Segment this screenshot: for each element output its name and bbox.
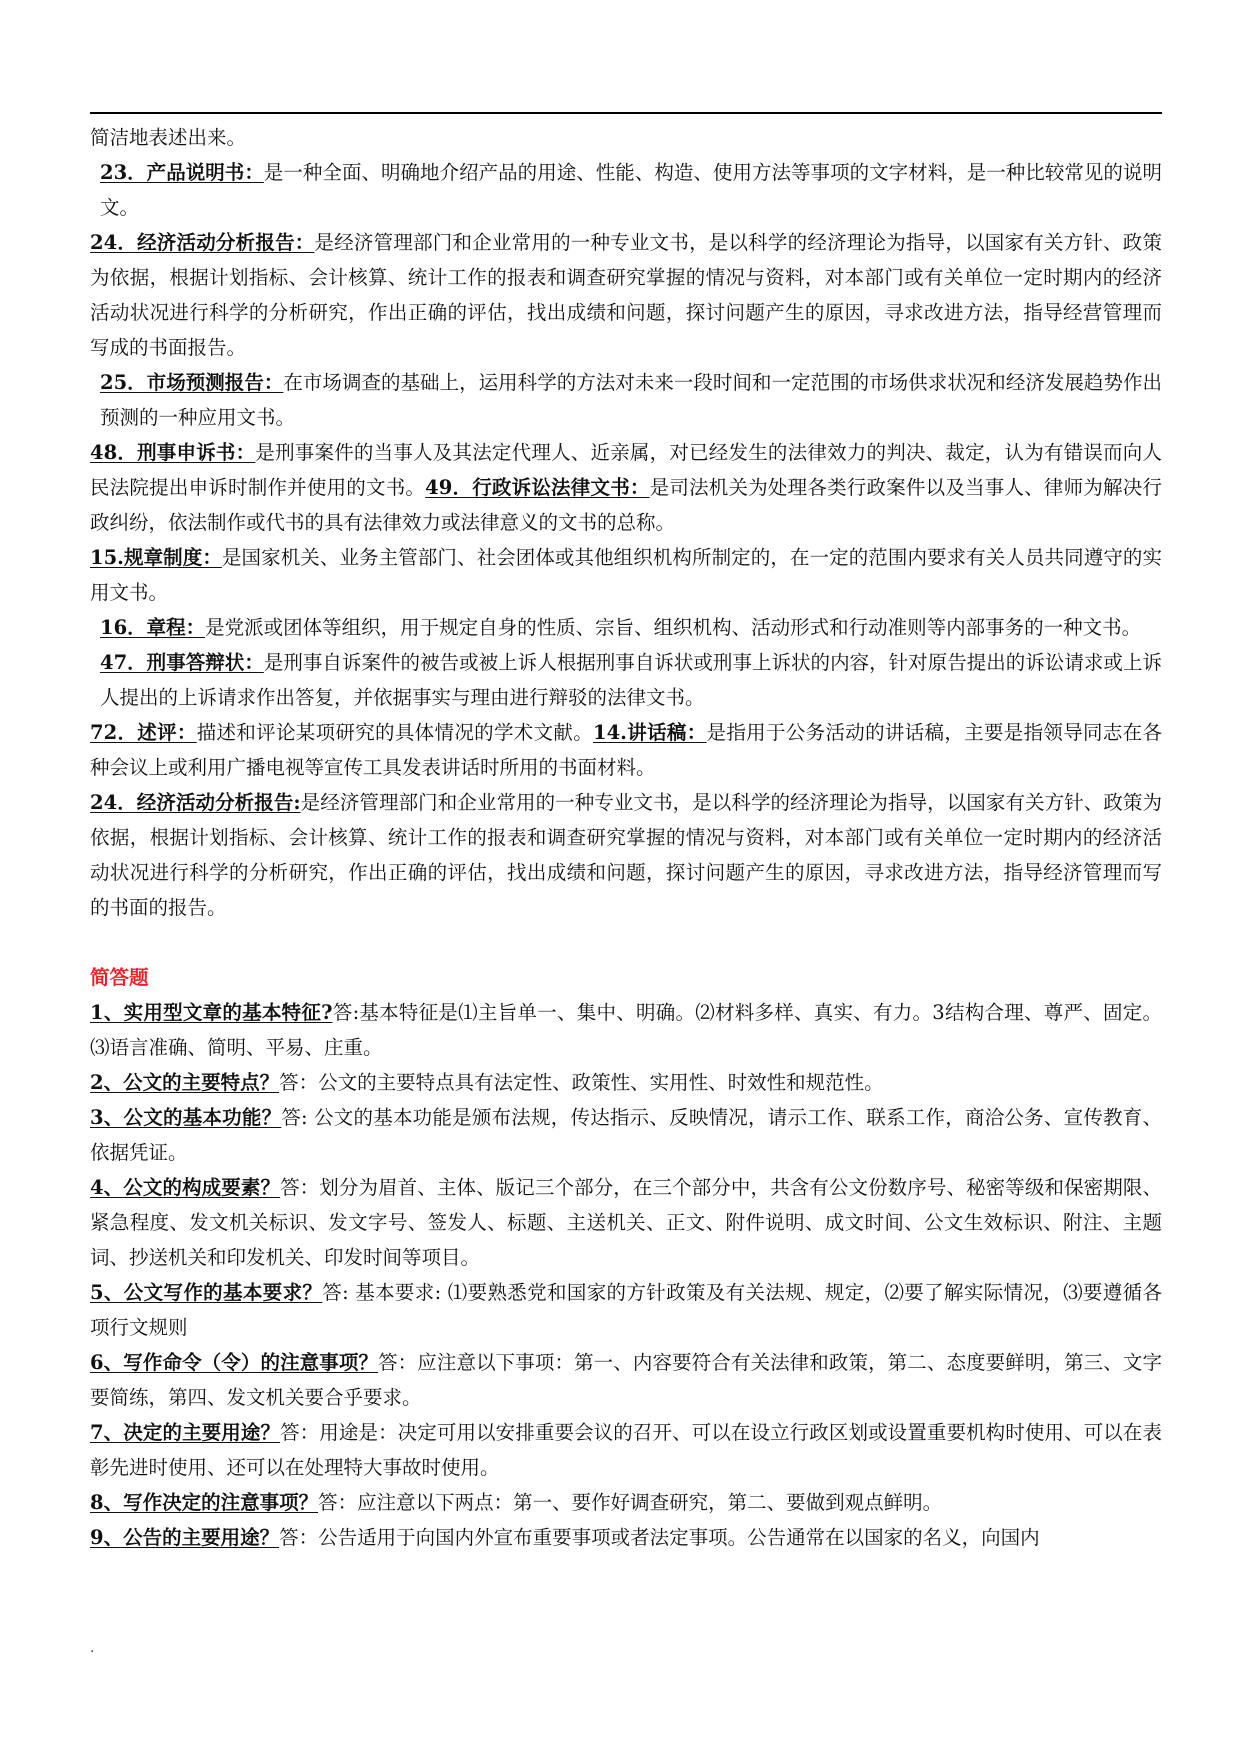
qa-section <box>90 995 1162 1555</box>
answer: 答：公文的主要特点具有法定性、政策性、实用性、时效性和规范性。 <box>279 1071 884 1094</box>
answer: 答:基本特征是⑴主旨单一、集中、明确。⑵材料多样、真实、有力。3结构合理、尊严、固定。⑶语言准确、简明、平易、庄重。 <box>90 1001 1162 1059</box>
answer: 答: 公文的基本功能是颁布法规，传达指示、反映情况，请示工作、联系工作，商洽公务、宣传教育、依据凭证。 <box>90 1106 1162 1164</box>
definition-paragraph <box>90 540 1162 610</box>
answer: 答：公告适用于向国内外宣布重要事项或者法定事项。公告通常在以国家的名义，向国内 <box>279 1526 1040 1549</box>
definition-term: 15.规章制度： <box>90 546 222 569</box>
definition-text: 描述和评论某项研究的具体情况的学术文献。 <box>196 721 594 744</box>
answer: 答：应注意以下两点：第一、要作好调查研究，第二、要做到观点鲜明。 <box>318 1491 943 1514</box>
definition-term: 47．刑事答辩状： <box>100 651 264 674</box>
definition-text: 在市场调查的基础上，运用科学的方法对未来一段时间和一定范围的市场供求状况和经济发展趋势作出预测的一种应用文书。 <box>100 371 1162 429</box>
page-footer-mark: . <box>90 1640 95 1656</box>
definition-term: 24．经济活动分析报告: <box>90 791 301 814</box>
qa-item <box>90 1065 1162 1100</box>
definition-text: 是司法机关为处理各类行政案件以及当事人、律师为解决行政纠纷，依法制作或代书的具有法律效力或法律意义的文书的总称。 <box>90 476 1162 534</box>
definition-text: 是党派或团体等组织，用于规定自身的性质、宗旨、组织机构、活动形式和行动准则等内部事务的一种文书。 <box>205 616 1142 639</box>
qa-item <box>90 1345 1162 1415</box>
qa-item <box>90 995 1162 1065</box>
definition-paragraph <box>90 610 1162 645</box>
qa-item <box>90 1170 1162 1275</box>
section-heading: 简答题 <box>90 966 149 989</box>
definition-text: 是经济管理部门和企业常用的一种专业文书，是以科学的经济理论为指导，以国家有关方针、政策为依据，根据计划指标、会计核算、统计工作的报表和调查研究掌握的情况与资料，对本部门或有关单位一定时期内的经济活动状况进行科学的分析研究，作出正确的评估，找出成绩和问题，探讨问题产生的原因，寻求改进方法，指导经济管理而写的书面的报告。 <box>90 791 1162 919</box>
question: 7、决定的主要用途？ <box>90 1421 281 1444</box>
definition-paragraph <box>90 435 1162 540</box>
definition-paragraph <box>90 120 1162 155</box>
definition-paragraph <box>90 155 1162 225</box>
definition-term: 25．市场预测报告： <box>100 371 284 394</box>
definition-text: 是一种全面、明确地介绍产品的用途、性能、构造、使用方法等事项的文字材料，是一种比较常见的说明文。 <box>100 161 1162 219</box>
qa-item <box>90 1485 1162 1520</box>
definition-text: 是指用于公务活动的讲话稿，主要是指领导同志在各种会议上或利用广播电视等宣传工具发表讲话时所用的书面材料。 <box>90 721 1162 779</box>
definition-paragraph <box>90 225 1162 365</box>
answer: 答: 基本要求: ⑴要熟悉党和国家的方针政策及有关法规、规定，⑵要了解实际情况，⑶要遵循各项行文规则 <box>90 1281 1162 1339</box>
answer: 答：划分为眉首、主体、版记三个部分，在三个部分中，共含有公文份数序号、秘密等级和保密期限、紧急程度、发文机关标识、发文字号、签发人、标题、主送机关、正文、附件说明、成文时间、公文生效标识、附注、主题词、抄送机关和印发机关、印发时间等项目。 <box>90 1176 1162 1269</box>
question: 9、公告的主要用途？ <box>90 1526 280 1549</box>
qa-item <box>90 1520 1162 1555</box>
question: 6、写作命令（令）的注意事项？ <box>90 1351 379 1374</box>
definition-text: 是刑事自诉案件的被告或被上诉人根据刑事自诉状或刑事上诉状的内容，针对原告提出的诉讼请求或上诉人提出的上诉请求作出答复，并依据事实与理由进行辩驳的法律文书。 <box>100 651 1162 709</box>
definition-term: 49．行政诉讼法律文书： <box>425 476 650 499</box>
definition-term: 24．经济活动分析报告： <box>90 231 315 254</box>
qa-item <box>90 1415 1162 1485</box>
definition-term: 72．述评： <box>90 721 197 744</box>
definition-term: 48．刑事申诉书： <box>90 441 256 464</box>
definition-text: 简洁地表述出来。 <box>90 126 247 149</box>
question: 1、实用型文章的基本特征? <box>90 1001 333 1024</box>
definitions-section <box>90 120 1162 925</box>
question: 3、公文的基本功能？ <box>90 1106 282 1129</box>
qa-item <box>90 1275 1162 1345</box>
definition-term: 16．章程： <box>100 616 206 639</box>
question: 2、公文的主要特点？ <box>90 1071 280 1094</box>
question: 8、写作决定的注意事项？ <box>90 1491 319 1514</box>
header-rule <box>90 112 1162 114</box>
definition-term: 14.讲话稿： <box>593 721 707 744</box>
question: 5、公文写作的基本要求？ <box>90 1281 323 1304</box>
question: 4、公文的构成要素？ <box>90 1176 281 1199</box>
definition-text: 是经济管理部门和企业常用的一种专业文书，是以科学的经济理论为指导，以国家有关方针、政策为依据，根据计划指标、会计核算、统计工作的报表和调查研究掌握的情况与资料，对本部门或有关单位一定时期内的经济活动状况进行科学的分析研究，作出正确的评估，找出成绩和问题，探讨问题产生的原因，寻求改进方法，指导经营管理而写成的书面报告。 <box>90 231 1162 359</box>
definition-text: 是国家机关、业务主管部门、社会团体或其他组织机构所制定的，在一定的范围内要求有关人员共同遵守的实用文书。 <box>90 546 1162 604</box>
definition-paragraph <box>90 645 1162 715</box>
definition-paragraph <box>90 715 1162 785</box>
definition-paragraph <box>90 785 1162 925</box>
definition-paragraph <box>90 365 1162 435</box>
qa-item <box>90 1100 1162 1170</box>
document-body <box>90 120 1162 1555</box>
answer: 答：用途是：决定可用以安排重要会议的召开、可以在设立行政区划或设置重要机构时使用、可以在表彰先进时使用、还可以在处理特大事故时使用。 <box>90 1421 1162 1479</box>
answer: 答：应注意以下事项：第一、内容要符合有关法律和政策，第二、态度要鲜明，第三、文字要简练，第四、发文机关要合乎要求。 <box>90 1351 1162 1409</box>
definition-text: 是刑事案件的当事人及其法定代理人、近亲属，对已经发生的法律效力的判决、裁定，认为有错误而向人民法院提出申诉时制作并使用的文书。 <box>90 441 1162 499</box>
definition-term: 23．产品说明书： <box>100 161 264 184</box>
